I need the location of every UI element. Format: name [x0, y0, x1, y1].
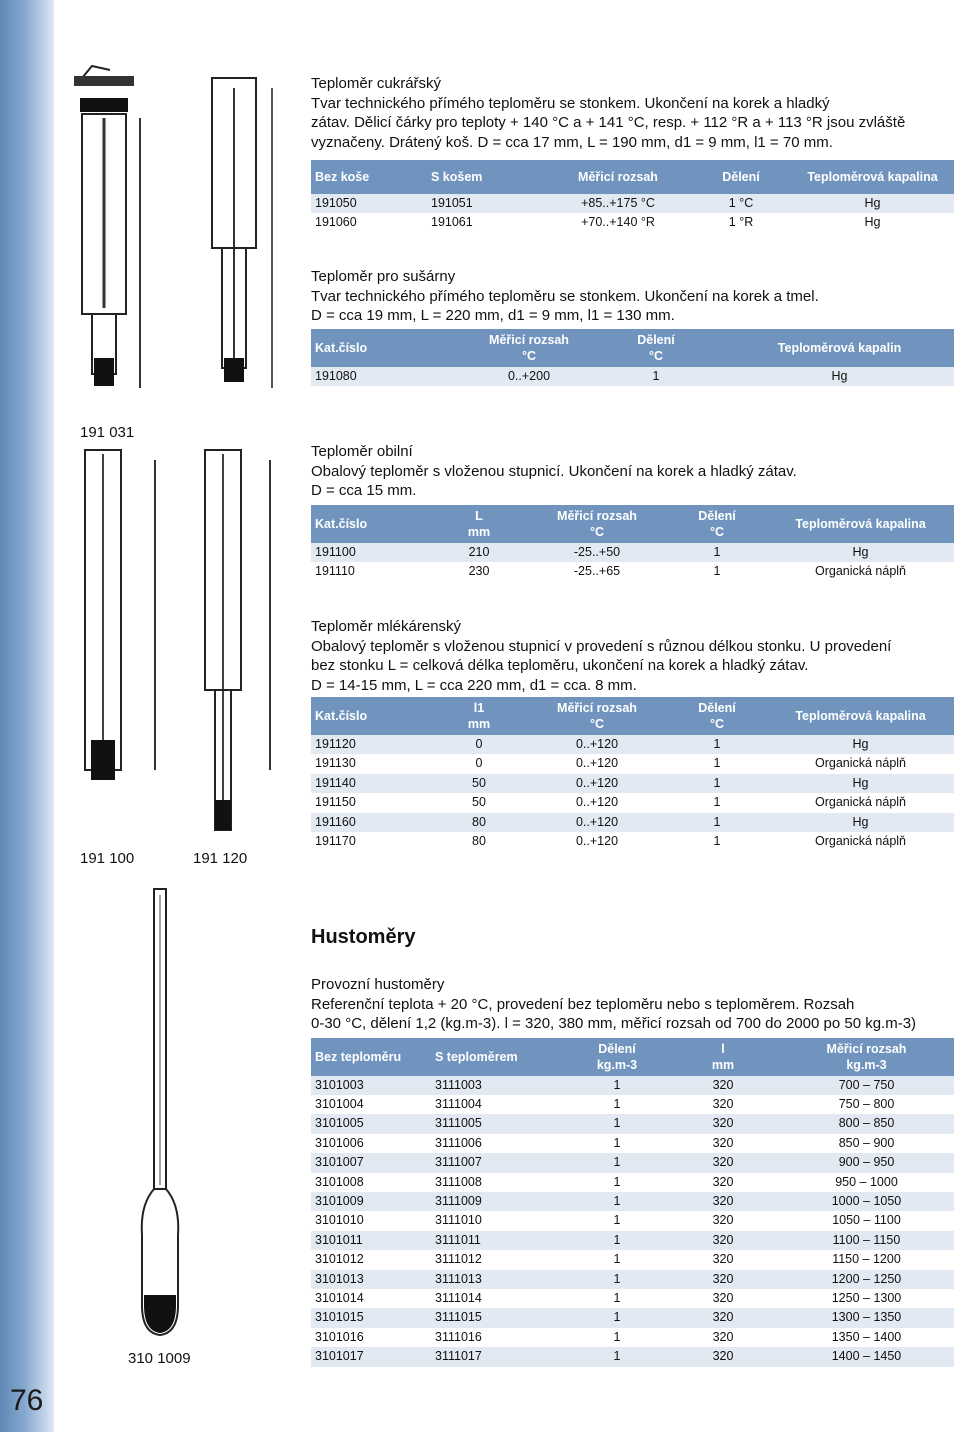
cell: 1 — [613, 1290, 621, 1305]
cell: 210 — [468, 544, 490, 559]
col-header — [311, 1038, 431, 1076]
cell: 50 — [472, 775, 486, 790]
cell: 1 — [613, 1213, 621, 1228]
cell: 191140 — [315, 775, 356, 790]
table-row — [311, 1328, 954, 1347]
table-row — [311, 1134, 954, 1153]
cell: 320 — [712, 1310, 734, 1325]
section-title: Teploměr pro sušárny — [311, 268, 456, 285]
cell: 3111014 — [435, 1290, 482, 1305]
description-line: 0-30 °C, dělení 1,2 (kg.m-3). l = 320, 380 mm, měřicí rozsah od 700 do 2000 po 50 kg.m-3) — [311, 1015, 917, 1032]
cell: 3101005 — [315, 1116, 364, 1131]
section-dairy-thermometer — [311, 617, 954, 851]
cell: +70..+140 °R — [581, 215, 655, 230]
cell: 1 — [613, 1174, 621, 1189]
cell: 191100 — [315, 544, 356, 559]
table-row — [311, 813, 954, 832]
cell: 1 — [613, 1193, 621, 1208]
table-row — [311, 1114, 954, 1133]
col-header — [567, 1038, 667, 1076]
header-text: Teploměrová kapalina — [795, 516, 926, 531]
description-line: Tvar technického přímého teploměru se stonkem. Ukončení na korek a hladký — [311, 94, 830, 112]
description-line: Obalový teploměr s vloženou stupnicí v provedení s různou délkou stonku. U provedení — [311, 637, 892, 655]
col-header — [527, 697, 667, 735]
description-line: vyznačeny. Drátený koš. D = cca 17 mm, L = 190 mm, d1 = 9 mm, l1 = 70 mm. — [311, 133, 833, 151]
col-header — [431, 697, 527, 735]
col-header — [779, 1038, 954, 1076]
cell: 1 — [713, 544, 721, 559]
cell: 0..+200 — [507, 368, 551, 383]
cell: 320 — [712, 1213, 734, 1228]
cell: 0..+120 — [575, 775, 619, 790]
col-header — [431, 505, 527, 543]
cell: 3101003 — [315, 1077, 364, 1092]
cell: -25..+50 — [573, 544, 621, 559]
description-line: Referenční teplota + 20 °C, provedení bez teploměru nebo s teploměrem. Rozsah — [311, 995, 855, 1013]
header-text: Dělení — [698, 508, 736, 523]
description-line: zátav. Dělicí čárky pro teploty + 140 °C a + 141 °C, resp. + 112 °R a + 113 °R jsou zvláště — [311, 114, 906, 131]
cell: 320 — [712, 1329, 734, 1344]
cell: 1000 – 1050 — [831, 1193, 902, 1208]
col-header — [767, 505, 954, 543]
dairy-thermometer-table — [311, 697, 954, 851]
description-line: D = cca 19 mm, L = 220 mm, d1 = 9 mm, l1 = 130 mm. — [311, 307, 675, 324]
cell: Hg — [852, 814, 869, 829]
cell: 1 — [613, 1077, 621, 1092]
cell: 320 — [712, 1252, 734, 1267]
cell: 0..+120 — [575, 737, 619, 751]
cell: Hg — [831, 368, 848, 383]
sugar-thermometer-table — [311, 160, 954, 233]
cell: 3101008 — [315, 1174, 364, 1189]
table-row — [311, 1153, 954, 1172]
grain-milk-thermometer-drawing — [55, 440, 295, 840]
col-header — [311, 697, 431, 735]
cell: 1200 – 1250 — [831, 1271, 902, 1286]
cell: 0..+120 — [575, 834, 619, 849]
cell: 1 — [713, 834, 721, 849]
cell: 1 — [713, 756, 721, 771]
col-header — [311, 329, 471, 367]
description-line: D = cca 15 mm. — [311, 482, 417, 499]
header-text: L — [475, 508, 483, 523]
cell: 1 — [613, 1155, 621, 1170]
cell: 3111008 — [435, 1174, 482, 1189]
cell: 320 — [712, 1349, 734, 1364]
cell: 800 – 850 — [838, 1116, 895, 1131]
cell: 1 — [613, 1310, 621, 1325]
cell: Hg — [852, 775, 869, 790]
cell: 0 — [475, 737, 483, 751]
table-row — [311, 735, 954, 754]
cell: 1 — [613, 1096, 621, 1111]
cell: 3111012 — [435, 1252, 482, 1267]
cell: 320 — [712, 1077, 734, 1092]
cell: 3101004 — [315, 1096, 364, 1111]
cell: 0..+120 — [575, 795, 619, 810]
col-header — [667, 505, 767, 543]
col-header — [725, 329, 954, 367]
cell: 750 – 800 — [838, 1096, 895, 1111]
table-row — [311, 1289, 954, 1308]
cell: 3101009 — [315, 1193, 364, 1208]
section-dryer-thermometer — [311, 267, 954, 386]
cell: 3111003 — [435, 1077, 482, 1092]
cell: 1150 – 1200 — [832, 1252, 901, 1267]
hydrometers-heading: Hustoměry — [311, 926, 416, 948]
cell: Hg — [864, 215, 881, 230]
cell: 3111009 — [435, 1193, 482, 1208]
cell: 1 °R — [728, 215, 754, 230]
caption-191031: 191 031 — [80, 424, 135, 441]
sidebar-band — [0, 0, 54, 1432]
cell: 320 — [712, 1271, 734, 1286]
table-row — [311, 1173, 954, 1192]
section-sugar-thermometer — [311, 74, 954, 233]
header-text: Dělení — [637, 332, 675, 347]
cell: 1050 – 1100 — [832, 1213, 901, 1228]
table-row — [311, 213, 954, 232]
sugar-thermometer-drawing — [62, 58, 292, 398]
header-text: l1 — [473, 701, 485, 715]
cell: +85..+175 °C — [581, 196, 655, 210]
table-row — [311, 1076, 954, 1095]
cell: 191080 — [315, 368, 357, 383]
cell: 3111011 — [435, 1232, 481, 1247]
col-header: S košem — [431, 170, 483, 184]
cell: Hg — [852, 544, 869, 559]
header-unit: °C — [709, 524, 725, 539]
header-unit: °C — [589, 524, 605, 539]
section-title: Teploměr cukrářský — [311, 75, 442, 92]
cell: 3111010 — [435, 1213, 482, 1228]
table-row — [311, 1231, 954, 1250]
cell: 230 — [468, 563, 490, 578]
cell: 1 — [613, 1116, 621, 1131]
col-header: Teploměrová kapalina — [807, 170, 938, 184]
cell: 1 — [652, 368, 660, 383]
cell: Organická náplň — [814, 563, 907, 578]
cell: 320 — [712, 1193, 734, 1208]
description-line: D = 14-15 mm, L = cca 220 mm, d1 = cca. 8 mm. — [311, 676, 637, 694]
cell: 3111007 — [435, 1155, 482, 1170]
col-header — [667, 1038, 779, 1076]
cell: 191130 — [315, 756, 356, 771]
cell: 3101013 — [315, 1271, 364, 1286]
header-unit: °C — [709, 717, 725, 731]
cell: 950 – 1000 — [835, 1174, 898, 1189]
header-unit: kg.m-3 — [596, 1057, 638, 1072]
cell: 80 — [472, 834, 486, 849]
cell: 3101015 — [315, 1310, 364, 1325]
cell: 1 — [713, 737, 721, 751]
header-text: Dělení — [698, 701, 736, 715]
table-row — [311, 1308, 954, 1327]
description-line: Tvar technického přímého teploměru se stonkem. Ukončení na korek a tmel. — [311, 287, 819, 305]
cell: 3111017 — [435, 1349, 482, 1364]
col-header — [431, 1038, 567, 1076]
cell: 850 – 900 — [838, 1135, 895, 1150]
cell: 320 — [712, 1096, 734, 1111]
cell: 191050 — [315, 196, 357, 210]
cell: 320 — [712, 1232, 734, 1247]
cell: 3101011 — [315, 1232, 363, 1247]
header-text: Měřicí rozsah — [557, 701, 637, 715]
cell: 1 — [713, 795, 721, 810]
cell: 1 — [713, 563, 721, 578]
header-text: S teploměrem — [435, 1049, 518, 1064]
cell: 191051 — [431, 196, 473, 210]
cell: 320 — [712, 1155, 734, 1170]
description-line: bez stonku L = celková délka teploměru, ukončení na korek a hladký zátav. — [311, 657, 809, 674]
cell: 50 — [472, 795, 486, 810]
header-text: Měřicí rozsah — [557, 508, 637, 523]
table-row — [311, 1270, 954, 1289]
cell: 0 — [475, 756, 483, 771]
cell: Organická náplň — [814, 834, 907, 849]
caption-3101009: 310 1009 — [128, 1350, 191, 1367]
cell: Hg — [864, 196, 881, 210]
cell: 1 — [613, 1329, 621, 1344]
cell: 3101014 — [315, 1290, 364, 1305]
cell: 1100 – 1150 — [832, 1232, 901, 1247]
hydrometer-table — [311, 1038, 954, 1367]
cell: 1 °C — [728, 196, 754, 210]
description-line: Obalový teploměr s vloženou stupnicí. Ukončení na korek a hladký zátav. — [311, 462, 797, 480]
cell: 1 — [613, 1349, 621, 1364]
table-row — [311, 774, 954, 793]
table-row — [311, 832, 954, 851]
cell: 320 — [712, 1290, 734, 1305]
caption-191120: 191 120 — [193, 850, 248, 867]
section-grain-thermometer — [311, 442, 954, 581]
cell: 191061 — [431, 215, 473, 230]
header-text: Teploměrová kapalin — [777, 340, 902, 355]
cell: 191120 — [315, 737, 356, 751]
col-header: Dělení — [722, 170, 760, 184]
cell: 1 — [613, 1252, 621, 1267]
cell: Organická náplň — [814, 756, 907, 771]
cell: 80 — [472, 814, 486, 829]
header-text: Měřicí rozsah — [489, 332, 569, 347]
header-unit: °C — [521, 348, 537, 363]
cell: 3111013 — [435, 1271, 482, 1286]
cell: Organická náplň — [814, 795, 907, 810]
cell: 1300 – 1350 — [831, 1310, 902, 1325]
cell: 1 — [713, 775, 721, 790]
col-header: Bez koše — [315, 170, 370, 184]
table-row — [311, 1095, 954, 1114]
cell: 0..+120 — [575, 756, 619, 771]
section-title: Provozní hustoměry — [311, 976, 445, 993]
table-row — [311, 367, 954, 386]
cell: 320 — [712, 1135, 734, 1150]
header-unit: kg.m-3 — [846, 1057, 887, 1072]
header-unit: mm — [711, 1057, 735, 1072]
header-unit: mm — [467, 524, 491, 539]
cell: 3111005 — [435, 1116, 482, 1131]
cell: 1 — [613, 1135, 621, 1150]
hydrometer-drawing — [120, 885, 210, 1345]
table-row — [311, 793, 954, 812]
cell: 1 — [613, 1271, 621, 1286]
col-header — [471, 329, 587, 367]
cell: 3111006 — [435, 1135, 482, 1150]
cell: 700 – 750 — [838, 1077, 895, 1092]
cell: 191110 — [315, 563, 355, 578]
table-row — [311, 1192, 954, 1211]
header-text: l — [721, 1041, 725, 1056]
cell: 320 — [712, 1174, 734, 1189]
cell: 191150 — [315, 795, 356, 810]
cell: 1 — [713, 814, 721, 829]
col-header — [527, 505, 667, 543]
col-header — [667, 697, 767, 735]
header-unit: °C — [648, 348, 664, 363]
col-header — [587, 329, 725, 367]
cell: 3111004 — [435, 1096, 482, 1111]
header-text: Bez teploměru — [315, 1049, 402, 1064]
table-row — [311, 754, 954, 773]
table-row — [311, 194, 954, 213]
header-unit: °C — [589, 717, 605, 731]
cell: 191170 — [315, 834, 356, 849]
cell: 3111015 — [435, 1310, 482, 1325]
header-text: Měřicí rozsah — [826, 1041, 907, 1056]
cell: 0..+120 — [575, 814, 619, 829]
header-unit: mm — [467, 717, 491, 731]
cell: 3101007 — [315, 1155, 364, 1170]
cell: 320 — [712, 1116, 734, 1131]
cell: 3101017 — [315, 1349, 364, 1364]
table-row — [311, 543, 954, 562]
header-text: Teploměrová kapalina — [795, 709, 926, 723]
col-header: Měřicí rozsah — [578, 170, 658, 184]
col-header — [767, 697, 954, 735]
header-text: Dělení — [598, 1041, 636, 1056]
cell: 3111016 — [435, 1329, 482, 1344]
header-text: Kat.číslo — [315, 516, 368, 531]
header-text: Kat.číslo — [315, 709, 368, 723]
cell: 3101016 — [315, 1329, 364, 1344]
cell: 3101006 — [315, 1135, 364, 1150]
cell: 900 – 950 — [838, 1155, 895, 1170]
dryer-thermometer-table — [311, 329, 954, 386]
table-row — [311, 562, 954, 581]
cell: 191060 — [315, 215, 357, 230]
section-title: Teploměr mlékárenský — [311, 618, 462, 635]
section-hydrometers — [311, 975, 954, 1367]
section-title: Teploměr obilní — [311, 443, 413, 460]
cell: 3101012 — [315, 1252, 364, 1267]
caption-191100: 191 100 — [80, 850, 135, 867]
cell: 1250 – 1300 — [831, 1290, 902, 1305]
table-row — [311, 1250, 954, 1269]
page-number: 76 — [10, 1384, 44, 1417]
cell: Hg — [852, 737, 869, 751]
col-header — [311, 505, 431, 543]
cell: 1400 – 1450 — [831, 1349, 902, 1364]
cell: -25..+65 — [573, 563, 621, 578]
cell: 1 — [613, 1232, 621, 1247]
cell: 1350 – 1400 — [831, 1329, 902, 1344]
header-text: Kat.číslo — [315, 340, 368, 355]
table-row — [311, 1211, 954, 1230]
cell: 191160 — [315, 814, 356, 829]
cell: 3101010 — [315, 1213, 364, 1228]
grain-thermometer-table — [311, 505, 954, 582]
table-row — [311, 1347, 954, 1366]
